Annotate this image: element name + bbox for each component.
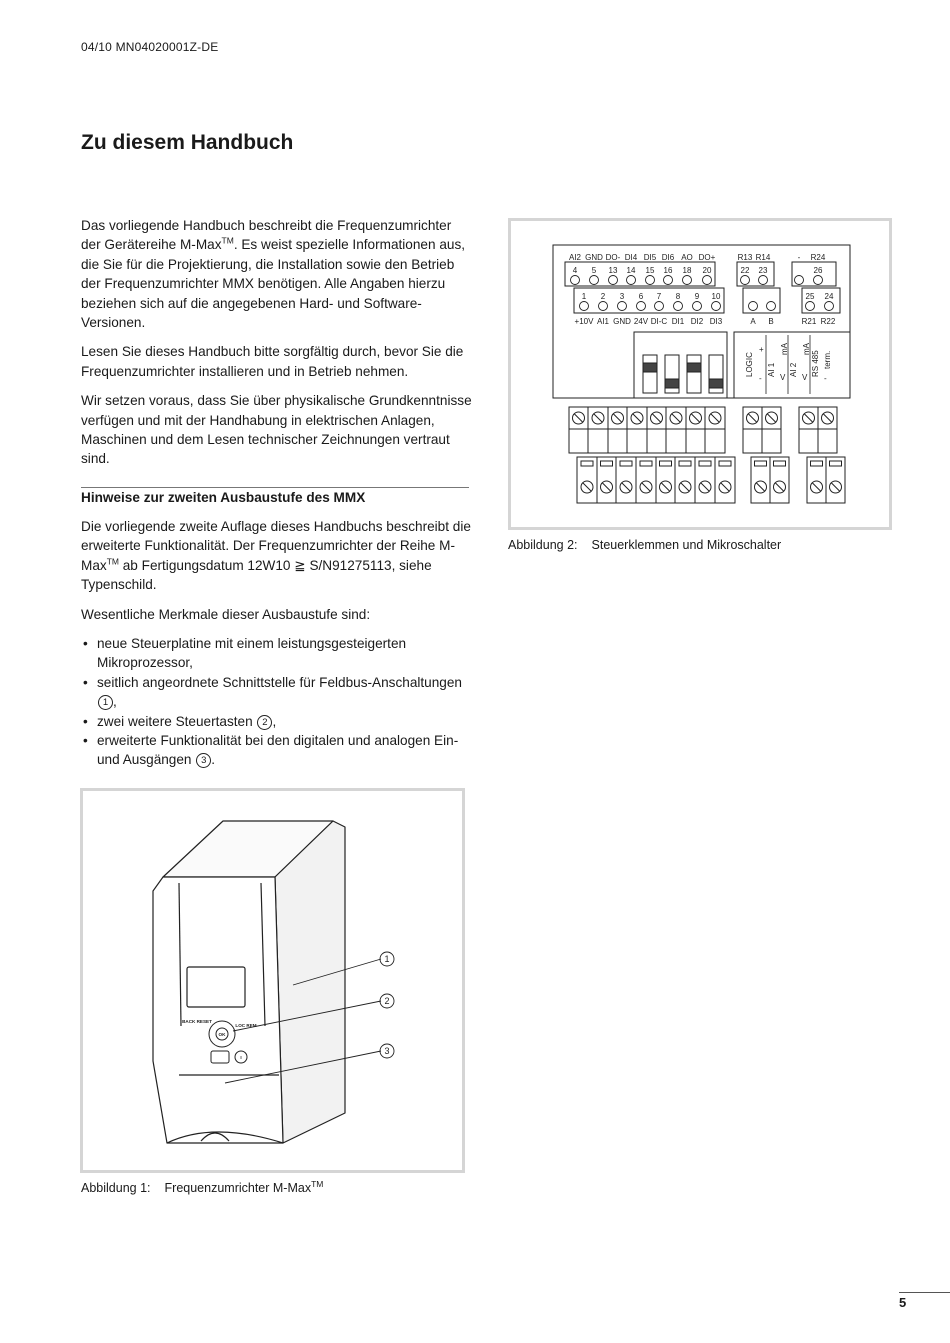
callout-2: 2 <box>384 996 390 1006</box>
signal-label: DI1 <box>671 317 685 326</box>
signal-label: +10V <box>574 317 594 326</box>
terminal-number: 16 <box>663 266 673 275</box>
loc-rem-key-label: LOC REM <box>235 1023 257 1028</box>
feature-list <box>81 634 473 770</box>
switch-term-label: term. <box>823 350 832 369</box>
ok-key-label: OK <box>218 1032 226 1037</box>
terminal-number: 10 <box>711 292 721 301</box>
terminal-tab <box>581 461 593 466</box>
signal-label: AO <box>681 253 693 262</box>
signal-label: AI1 <box>596 317 610 326</box>
list-item: • erweiterte Funktionalität bei den digitalen und analogen Ein- und Ausgängen 3 . <box>81 731 473 770</box>
list-item: • neue Steuerplatine mit einem leistungsgesteigerten Mikroprozessor, <box>81 634 473 673</box>
intro-paragraph-1: Das vorliegende Handbuch beschreibt die Frequenzumrichter der Gerätereihe M-Max™. Es weist spezielle Informationen aus, die Sie für die Projektierung, die Installation sowie den Betrieb der Frequenzumrichter MMX benötigen. Alle Angaben hierzu beziehen sich auf die angegebenen Hard- und Software-Versionen. <box>81 218 466 331</box>
terminal-label: A <box>750 317 756 326</box>
terminal-number: 3 <box>619 292 625 301</box>
callout-ref: 3 <box>196 753 211 768</box>
back-reset-key-label: BACK RESET <box>182 1019 212 1024</box>
terminal-number: 7 <box>656 292 662 301</box>
intro-paragraph-3: Wir setzen voraus, dass Sie über physikalische Grundkenntnisse verfügen und mit der Handhabung in elektrischen Anlagen, Maschinen und dem Lesen technischer Zeichnungen vertraut sind. <box>81 393 472 467</box>
terminal-tab <box>830 461 842 466</box>
switch-label: LOGIC <box>745 352 754 377</box>
section2-text <box>81 517 473 770</box>
intro-text <box>81 216 473 479</box>
intro-paragraph-2: Lesen Sie dieses Handbuch bitte sorgfältig durch, bevor Sie die Frequenzumrichter installieren und in Betrieb nehmen. <box>81 344 464 379</box>
device-illustration <box>83 791 462 1170</box>
section-heading: Hinweise zur zweiten Ausbaustufe des MMX <box>81 487 469 505</box>
terminal-number: 18 <box>682 266 692 275</box>
terminal-number: 9 <box>694 292 700 301</box>
signal-label: DO- <box>605 253 621 262</box>
callout-ref: 2 <box>257 715 272 730</box>
dip-switches <box>643 355 723 393</box>
terminal-number: 20 <box>702 266 712 275</box>
terminal-tab <box>811 461 823 466</box>
signal-label: DI6 <box>661 253 675 262</box>
terminal-number: 8 <box>675 292 681 301</box>
signal-label: DI4 <box>624 253 638 262</box>
terminal-label: B <box>768 317 774 326</box>
footer-rule <box>899 1292 950 1293</box>
callout-ref: 1 <box>98 695 113 710</box>
switch-plus-label: + <box>759 345 764 354</box>
terminal-tab <box>660 461 672 466</box>
list-item: • seitlich angeordnete Schnittstelle für Feldbus-Anschaltungen 1 , <box>81 673 473 712</box>
terminal-number: 24 <box>824 292 834 301</box>
switch-v-label: V <box>802 373 808 382</box>
terminal-number: 4 <box>572 266 578 275</box>
page-number: 5 <box>899 1295 907 1310</box>
terminal-number: 15 <box>645 266 655 275</box>
list-item: • zwei weitere Steuertasten 2 , <box>81 712 473 731</box>
stop-key-label: I <box>240 1055 242 1060</box>
signal-label: R22 <box>820 317 836 326</box>
terminal-number: 14 <box>626 266 636 275</box>
signal-label: DI-C <box>650 317 668 326</box>
page-title: Zu diesem Handbuch <box>81 131 294 154</box>
section2-paragraph-2: Wesentliche Merkmale dieser Ausbaustufe sind: <box>81 606 371 622</box>
terminal-tab <box>699 461 711 466</box>
switch-dash-label: - <box>824 374 827 383</box>
switch-label: AI 2 <box>789 362 798 377</box>
callout-3: 3 <box>384 1046 390 1056</box>
terminal-number: 23 <box>758 266 768 275</box>
figure1-caption: Abbildung 1: Frequenzumrichter M-Max™ <box>81 1178 324 1195</box>
signal-label: - <box>797 253 801 262</box>
switch-label: RS 485 <box>811 350 820 377</box>
switch-v-label: V <box>780 373 786 382</box>
signal-label: DI3 <box>709 317 723 326</box>
signal-label: GND <box>585 253 603 262</box>
terminal-number: 1 <box>581 292 587 301</box>
terminal-number: 2 <box>600 292 606 301</box>
terminal-tab <box>620 461 632 466</box>
terminal-tab <box>679 461 691 466</box>
terminal-number: 22 <box>740 266 750 275</box>
signal-label: DI2 <box>690 317 704 326</box>
switch-ma-label: mA <box>802 343 811 355</box>
signal-label: 24V <box>633 317 649 326</box>
terminal-tab <box>719 461 731 466</box>
terminal-tab <box>640 461 652 466</box>
terminal-tab <box>774 461 786 466</box>
callout-1: 1 <box>384 954 390 964</box>
signal-label: GND <box>613 317 631 326</box>
terminal-number: 5 <box>591 266 597 275</box>
terminal-diagram <box>511 221 889 527</box>
switch-label: AI 1 <box>767 362 776 377</box>
terminal-number: 25 <box>805 292 815 301</box>
signal-label: R13 <box>737 253 753 262</box>
signal-label: DO+ <box>698 253 716 262</box>
signal-label: R14 <box>755 253 771 262</box>
figure-terminals <box>508 218 892 530</box>
terminal-tab <box>755 461 767 466</box>
signal-label: R21 <box>801 317 817 326</box>
figure2-caption: Abbildung 2: Steuerklemmen und Mikroschalter <box>508 538 782 552</box>
section2-paragraph-1: Die vorliegende zweite Auflage dieses Handbuchs beschreibt die erweiterte Funktionalität. Der Frequenzumrichter der Reihe M-Max™ ab Fertigungsdatum 12W10 ≧ S/N91275113, siehe Typenschild. <box>81 519 471 593</box>
terminal-number: 6 <box>638 292 644 301</box>
document-id: 04/10 MN04020001Z-DE <box>81 40 219 54</box>
switch-ma-label: mA <box>780 343 789 355</box>
switch-minus-label: - <box>759 374 762 383</box>
figure-device <box>80 788 465 1173</box>
terminal-number: 13 <box>608 266 618 275</box>
signal-label: AI2 <box>568 253 582 262</box>
signal-label: DI5 <box>643 253 657 262</box>
terminal-tab <box>601 461 613 466</box>
signal-label: R24 <box>810 253 826 262</box>
terminal-number: 26 <box>813 266 823 275</box>
